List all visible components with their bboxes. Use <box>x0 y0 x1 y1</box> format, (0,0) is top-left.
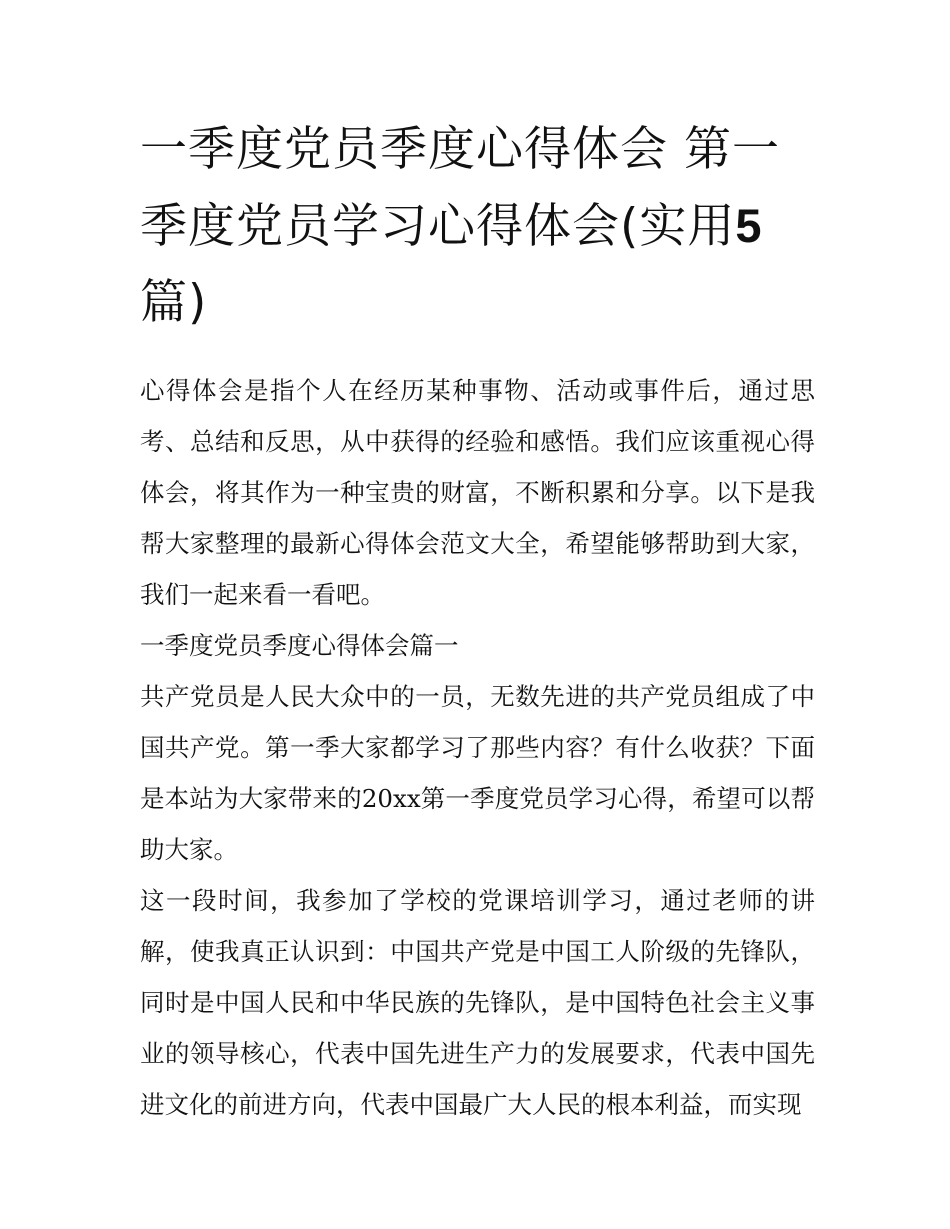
section-heading: 一季度党员季度心得体会篇一 <box>140 631 459 660</box>
document-body <box>140 365 815 1130</box>
paragraph-1: 共产党员是人民大众中的一员，无数先进的共产党员组成了中国共产党。第一季大家都学习了那些内容？有什么收获？下面是本站为大家带来的20xx第一季度党员学习心得，希望可以帮助大家。 <box>140 682 815 864</box>
intro-paragraph: 心得体会是指个人在经历某种事物、活动或事件后，通过思考、总结和反思，从中获得的经验和感悟。我们应该重视心得体会，将其作为一种宝贵的财富，不断积累和分享。以下是我帮大家整理的最新心得体会范文大全，希望能够帮助到大家，我们一起来看一看吧。 <box>140 376 815 609</box>
document-page <box>140 112 815 1130</box>
paragraph-2: 这一段时间，我参加了学校的党课培训学习，通过老师的讲解，使我真正认识到：中国共产党是中国工人阶级的先锋队，同时是中国人民和中华民族的先锋队，是中国特色社会主义事业的领导核心，代表中国先进生产力的发展要求，代表中国先进文化的前进方向，代表中国最广大人民的根本利益，而实现 <box>140 886 815 1119</box>
title-number: 5 <box>735 199 763 252</box>
document-title <box>140 112 815 341</box>
title-text-part2: 篇) <box>140 275 208 330</box>
title-text-part1: 一季度党员季度心得体会 第一季度党员学习心得体会(实用 <box>140 122 780 254</box>
